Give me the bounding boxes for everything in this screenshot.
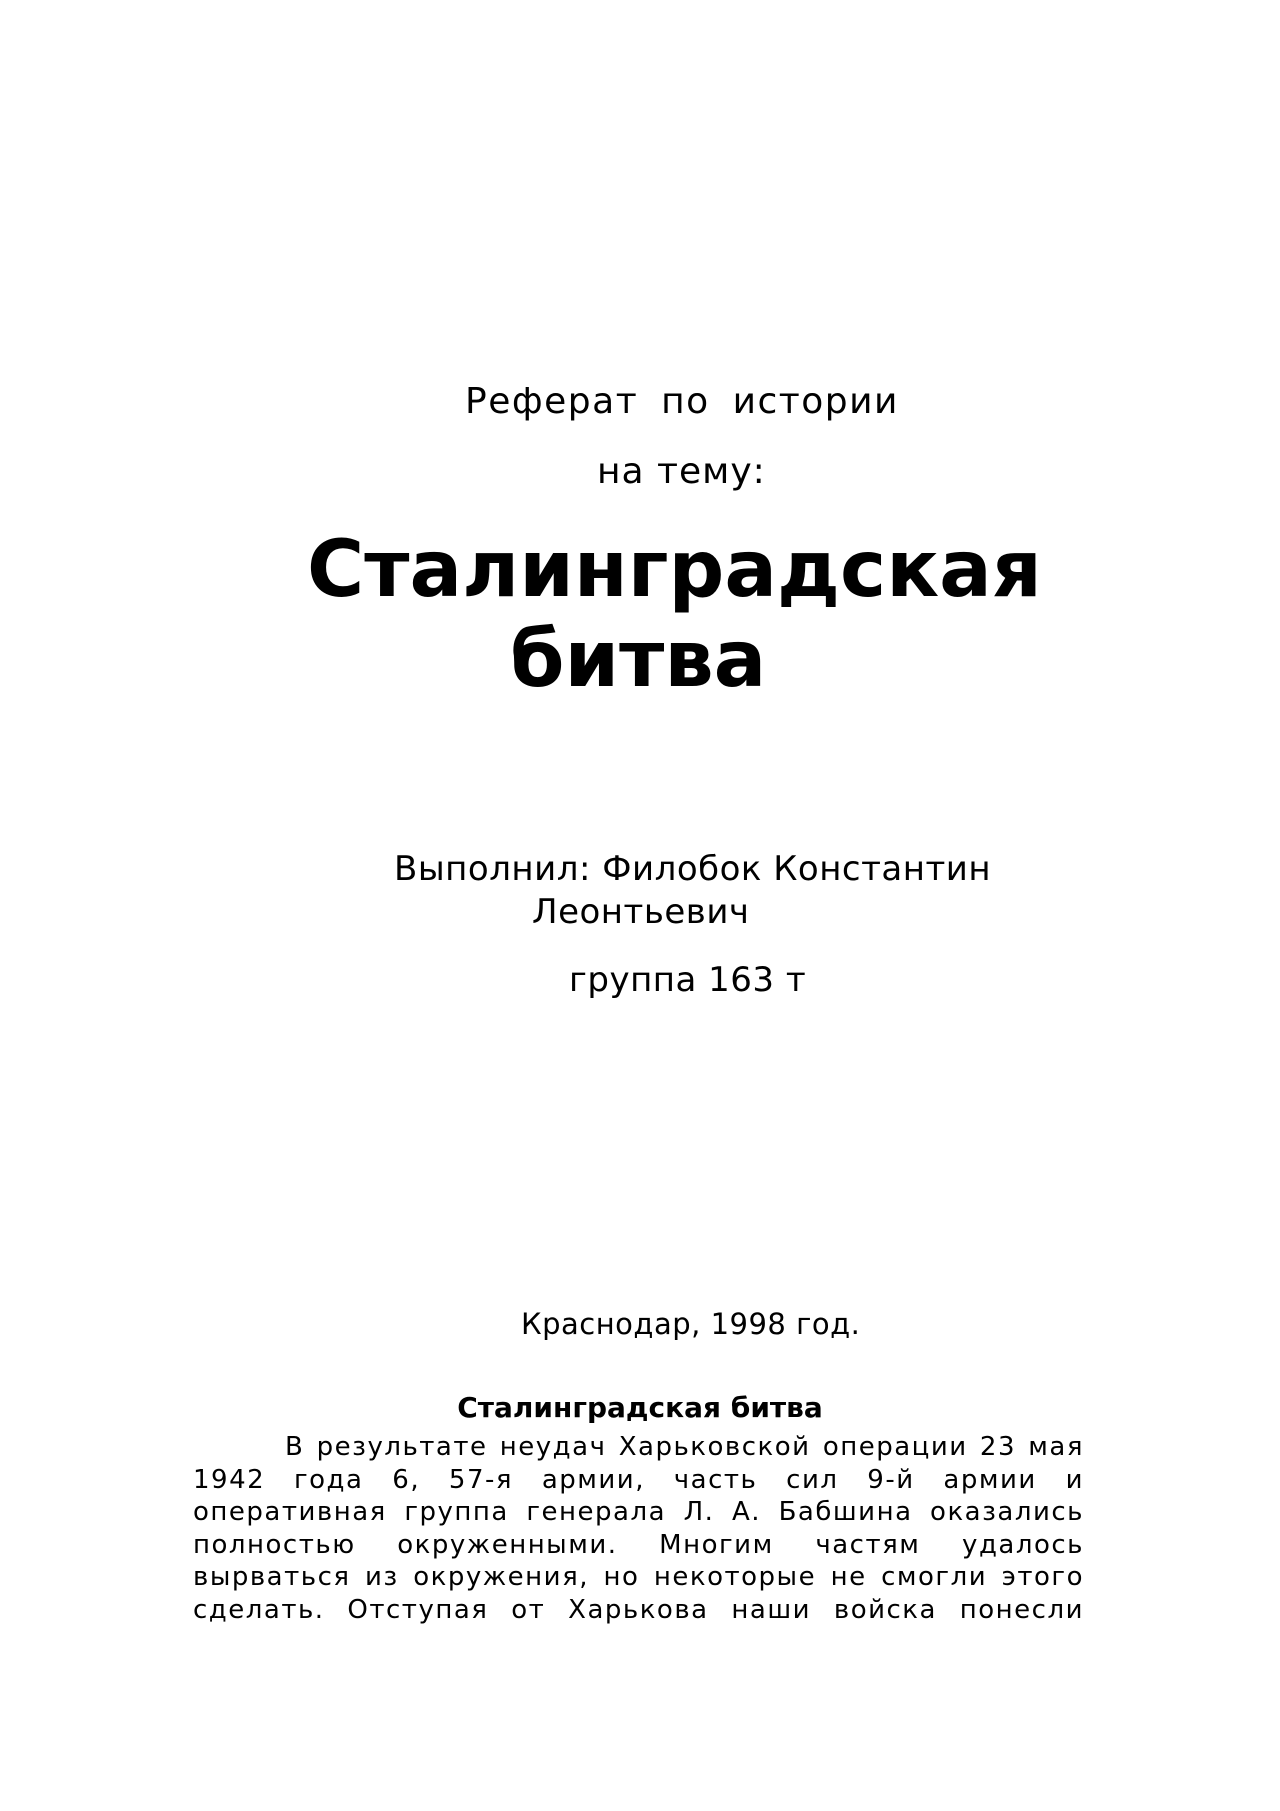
- report-subtitle: Реферат по истории: [465, 381, 899, 422]
- city-year: Краснодар, 1998 год.: [521, 1307, 861, 1341]
- report-theme-label: на тему:: [597, 451, 766, 492]
- report-title-line2: битва: [510, 615, 767, 705]
- paragraph-line: В результате неудач Харьковской операции 23 мая: [285, 1432, 1084, 1462]
- article-body: [193, 1431, 1084, 1626]
- article-heading: Сталинградская битва: [457, 1391, 823, 1424]
- paragraph-line: оперативная группа генерала Л. А. Бабшина оказались: [193, 1497, 1084, 1527]
- author-line1: Выполнил: Филобок Константин: [394, 849, 992, 889]
- paragraph-line: полностью окруженными. Многим частям удалось: [193, 1529, 1084, 1560]
- author-line2: Леонтьевич: [532, 892, 750, 932]
- group-number: группа 163 т: [569, 960, 807, 1000]
- report-title-line1: Сталинградская: [307, 525, 1042, 615]
- paragraph-line: вырваться из окружения, но некоторые не смогли этого: [193, 1562, 1084, 1592]
- paragraph-line: 1942 года 6, 57-я армии, часть сил 9-й армии и: [193, 1464, 1084, 1495]
- paragraph-line: сделать. Отступая от Харькова наши войска понесли: [193, 1594, 1084, 1625]
